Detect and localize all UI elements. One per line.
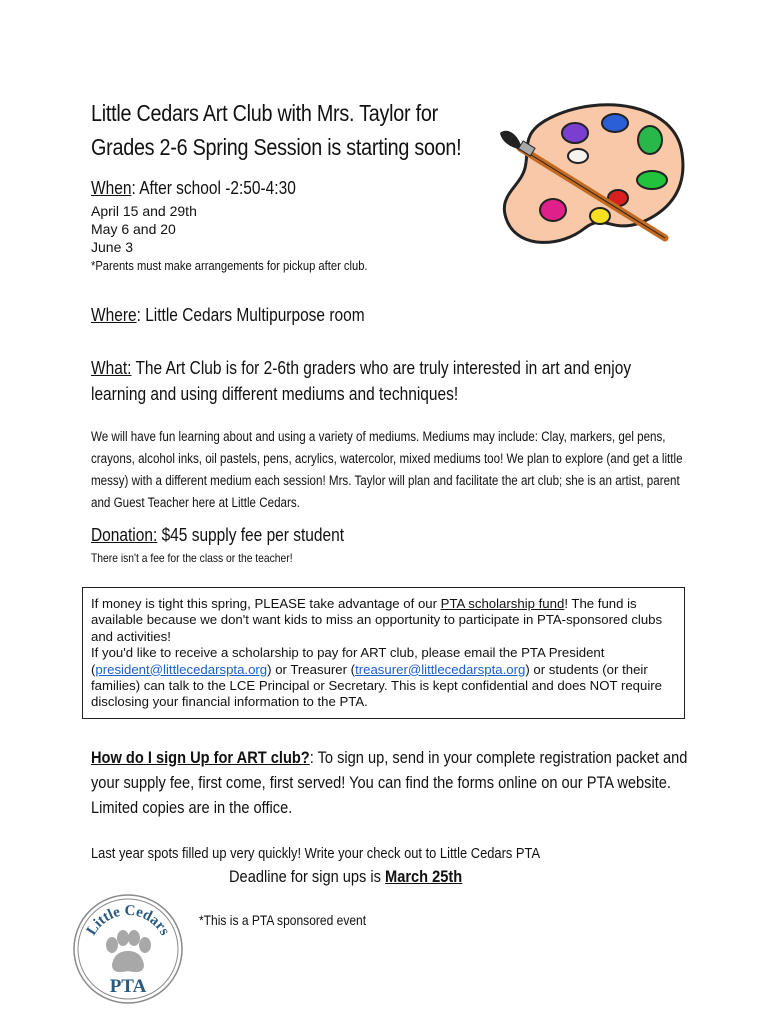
deadline-line [229, 867, 462, 887]
title-line-2: Grades 2-6 Spring Session is starting soon! [91, 134, 462, 160]
donation-label: Donation: [91, 525, 158, 545]
scholarship-text: ) or students (or their families) can talk to the LCE Principal or Secretary. This is kept confidential and does NOT require disclosing your financial information to the PTA. [91, 661, 662, 710]
session-dates [91, 202, 197, 256]
where-label: Where [91, 305, 137, 325]
scholarship-text: If you'd like to receive a scholarship to pay for ART club, please email the PTA President ( [91, 645, 605, 677]
logo-top-text: Little Cedars [83, 902, 173, 939]
deadline-date: March 25th [385, 867, 463, 886]
signup-answer: : To sign up, send in your complete registration packet and your supply fee, first come, first served! You can find the forms online on our PTA website. Limited copies are in the office. [91, 748, 688, 817]
where-value: : Little Cedars Multipurpose room [136, 305, 365, 325]
sponsor-note: *This is a PTA sponsored event [199, 912, 367, 928]
scholarship-text: ) or Treasurer ( [267, 661, 356, 677]
scholarship-fund-link[interactable]: PTA scholarship fund [440, 596, 565, 611]
scholarship-para-2 [91, 645, 676, 711]
donation-value: $45 supply fee per student [157, 525, 345, 545]
scholarship-text: If money is tight this spring, PLEASE take advantage of our [91, 596, 441, 611]
what-value: The Art Club is for 2-6th graders who are truly interested in art and enjoy learning and using different mediums and techniques! [91, 358, 632, 404]
flyer-title [91, 96, 461, 164]
when-label: When [91, 178, 132, 198]
date-item: April 15 and 29th [91, 203, 197, 219]
scholarship-box [82, 587, 685, 719]
signup-question: How do I sign Up for ART club? [91, 748, 310, 767]
what-paragraph [91, 355, 684, 407]
last-year-note: Last year spots filled up very quickly! Write your check out to Little Cedars PTA [91, 845, 541, 862]
where-line [91, 305, 365, 326]
president-email-link[interactable]: president@littlecedarspta.org [95, 661, 268, 677]
pickup-note: *Parents must make arrangements for pickup after club. [91, 258, 368, 273]
donation-line [91, 525, 344, 546]
scholarship-text: ! The fund is available because we don't want kids to miss an opportunity to participate in PTA-sponsored clubs and activities! [91, 596, 663, 644]
when-line [91, 178, 296, 199]
fee-note: There isn't a fee for the class or the teacher! [91, 551, 293, 565]
art-palette-icon [490, 98, 690, 258]
when-value: : After school -2:50-4:30 [131, 178, 296, 198]
date-item: June 3 [91, 239, 134, 255]
description-paragraph: We will have fun learning about and using a variety of mediums. Mediums may include: Clay, markers, gel pens, crayons, alcohol inks, oil pastels, pens, acrylics, watercolor, mixed mediums too! We plan to explore (and get a little messy) with a different medium each session! Mrs. Taylor will plan and facilitate the art club; she is an artist, parent and Guest Teacher here at Little Cedars. [91, 429, 683, 510]
title-line-1: Little Cedars Art Club with Mrs. Taylor for [91, 100, 438, 126]
logo-bottom-text: PTA [109, 976, 147, 997]
little-cedars-pta-logo [72, 893, 184, 1005]
what-label: What: [91, 358, 132, 378]
scholarship-para-1 [91, 596, 676, 645]
deadline-text: Deadline for sign ups is [229, 867, 386, 886]
date-item: May 6 and 20 [91, 221, 176, 237]
treasurer-email-link[interactable]: treasurer@littlecedarspta.org [355, 661, 526, 677]
signup-paragraph [91, 745, 693, 820]
